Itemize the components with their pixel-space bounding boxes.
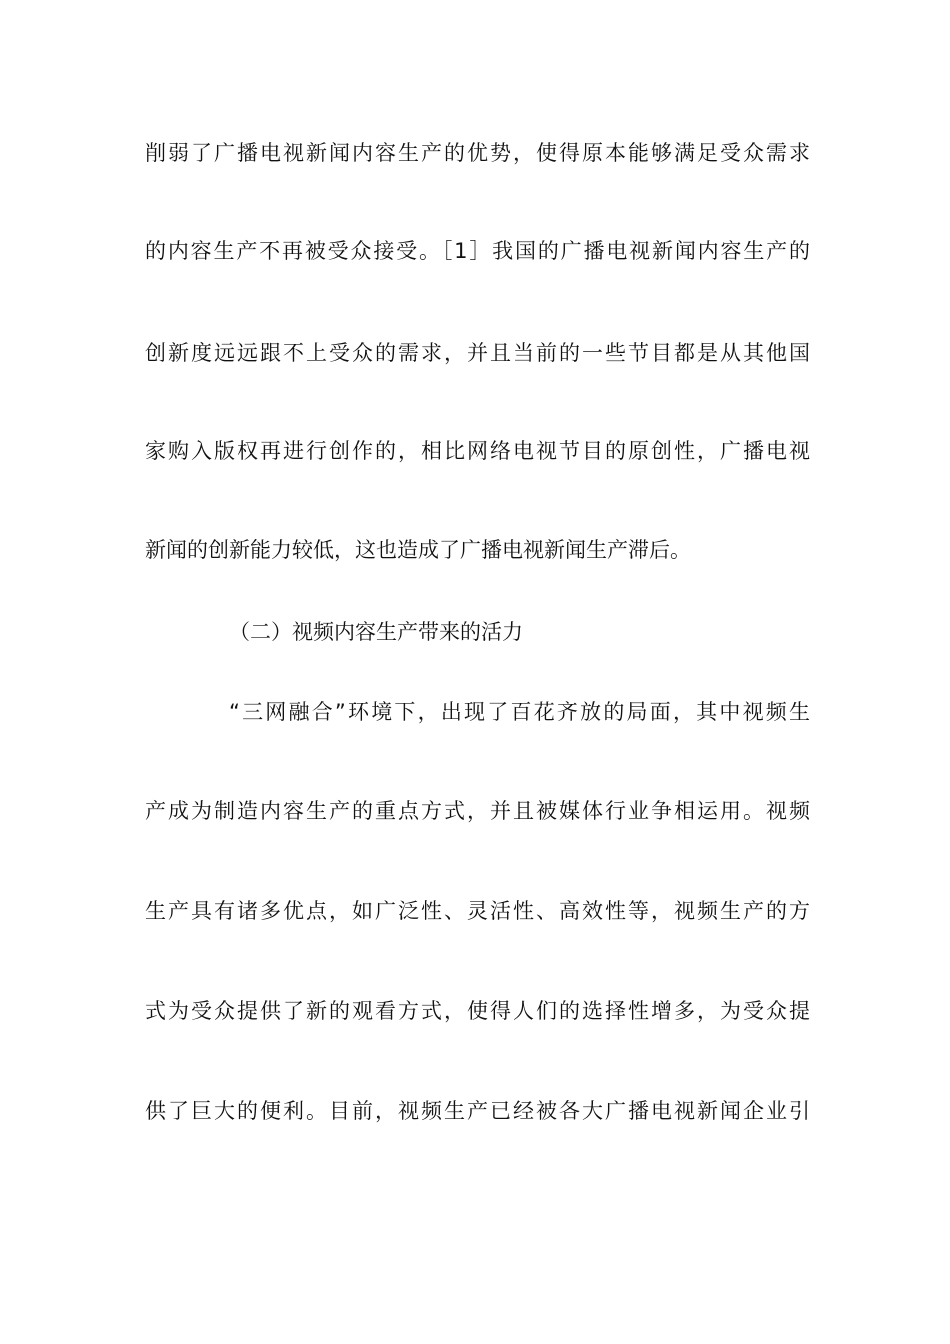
section-heading: （二）视频内容生产带来的活力 [229, 620, 523, 644]
paragraph-2-line-2: 产成为制造内容生产的重点方式，并且被媒体行业争相运用。视频 [145, 799, 810, 823]
paragraph-1-line-4: 家购入版权再进行创作的，相比网络电视节目的原创性，广播电视 [145, 439, 810, 463]
paragraph-2-line-4: 式为受众提供了新的观看方式，使得人们的选择性增多，为受众提 [145, 999, 810, 1023]
paragraph-1-line-1: 削弱了广播电视新闻内容生产的优势，使得原本能够满足受众需求 [145, 141, 810, 165]
paragraph-2-line-1: “三网融合”环境下，出现了百花齐放的局面，其中视频生 [229, 700, 810, 724]
paragraph-1-line-3: 创新度远远跟不上受众的需求，并且当前的一些节目都是从其他国 [145, 341, 810, 365]
paragraph-2-line-3: 生产具有诸多优点，如广泛性、灵活性、高效性等，视频生产的方 [145, 899, 810, 923]
paragraph-1-line-5: 新闻的创新能力较低，这也造成了广播电视新闻生产滞后。 [145, 538, 691, 562]
paragraph-1-line-2: 的内容生产不再被受众接受。［1］我国的广播电视新闻内容生产的 [145, 239, 810, 263]
paragraph-2-line-5: 供了巨大的便利。目前，视频生产已经被各大广播电视新闻企业引 [145, 1099, 810, 1123]
